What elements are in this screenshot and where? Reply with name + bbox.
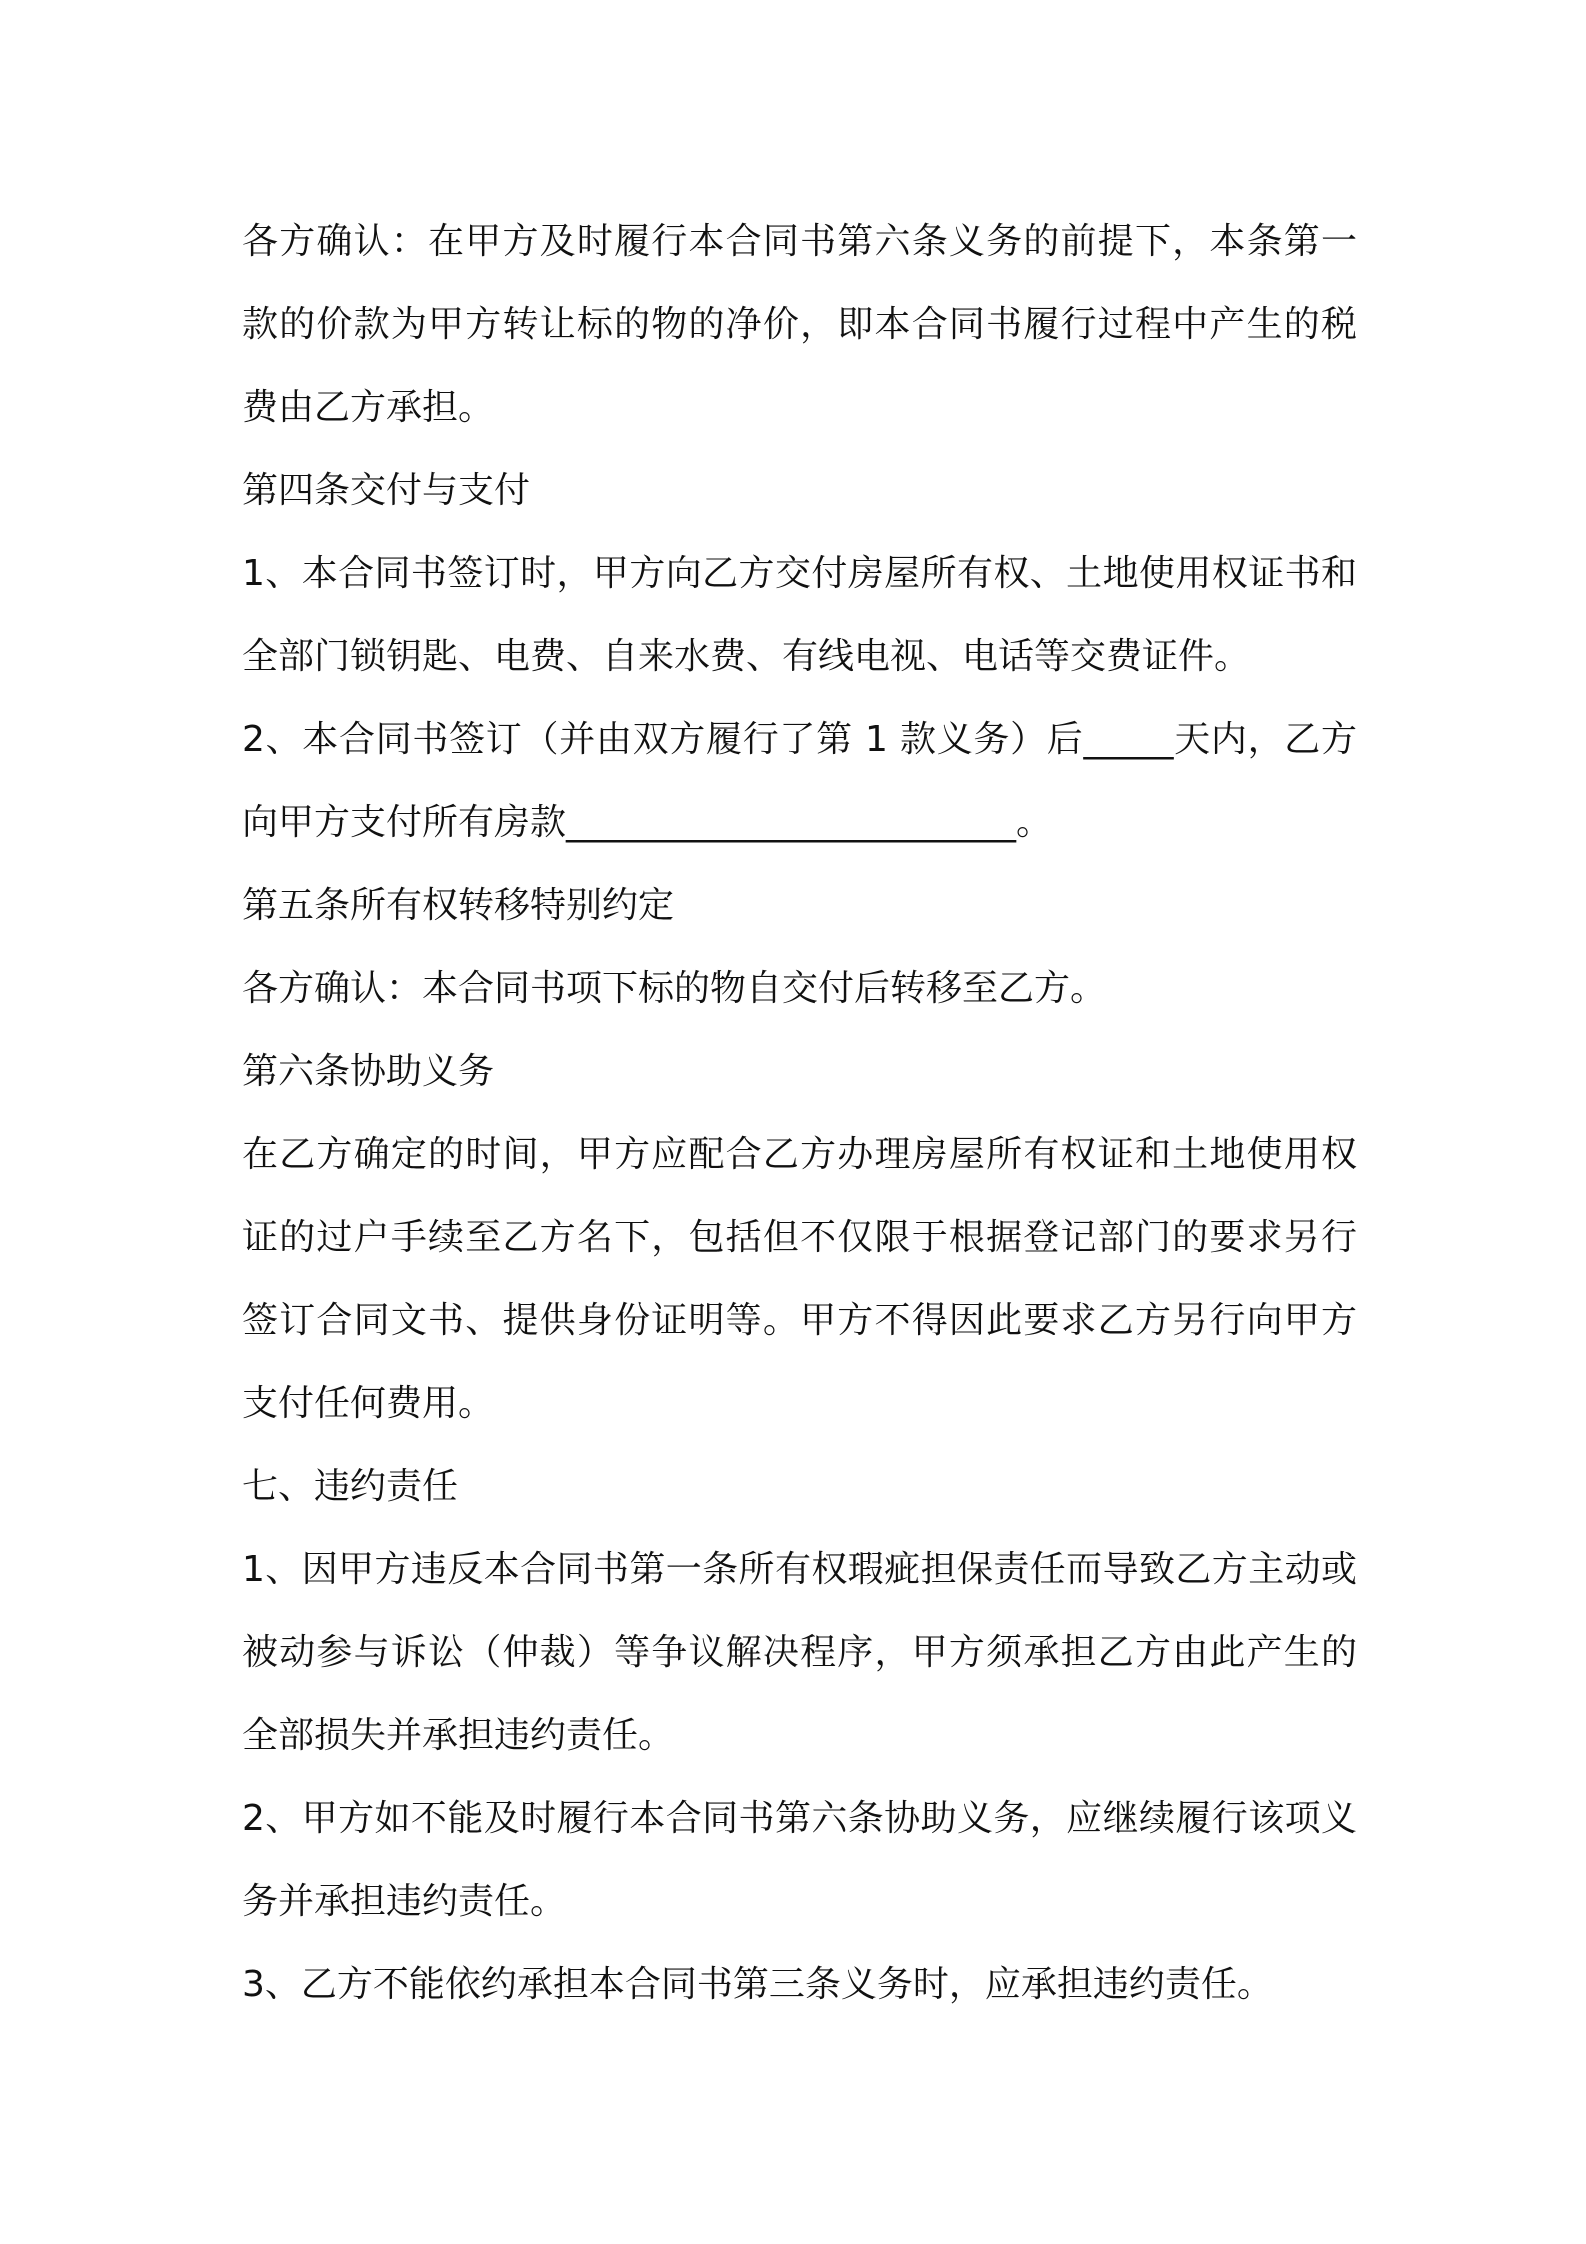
heading-article-4: 第四条交付与支付 — [242, 470, 531, 511]
paragraph-assistance-duty: 在乙方确定的时间，甲方应配合乙方办理房屋所有权证和土地使用权证的过户手续至乙方名下，包括但不仅限于根据登记部门的要求另行签订合同文书、提供身份证明等。甲方不得因此要求乙方另行向甲方支付任何费用。 — [242, 1134, 1357, 1424]
heading-article-6: 第六条协助义务 — [242, 1051, 495, 1092]
paragraph-payment-2: 2、本合同书签订（并由双方履行了第 1 款义务）后_____天内，乙方向甲方支付所有房款_________________________。 — [242, 719, 1357, 843]
paragraph-breach-2: 2、甲方如不能及时履行本合同书第六条协助义务，应继续履行该项义务并承担违约责任。 — [242, 1798, 1357, 1922]
paragraph-delivery-1: 1、本合同书签订时，甲方向乙方交付房屋所有权、土地使用权证书和全部门锁钥匙、电费、自来水费、有线电视、电话等交费证件。 — [242, 553, 1357, 677]
paragraph-ownership-transfer: 各方确认：本合同书项下标的物自交付后转移至乙方。 — [242, 968, 1107, 1009]
paragraph-breach-1: 1、因甲方违反本合同书第一条所有权瑕疵担保责任而导致乙方主动或被动参与诉讼（仲裁）等争议解决程序，甲方须承担乙方由此产生的全部损失并承担违约责任。 — [242, 1549, 1357, 1756]
heading-article-7: 七、违约责任 — [242, 1466, 459, 1507]
heading-article-5: 第五条所有权转移特别约定 — [242, 885, 675, 926]
document-body — [242, 200, 1357, 2026]
paragraph-breach-3: 3、乙方不能依约承担本合同书第三条义务时，应承担违约责任。 — [242, 1964, 1273, 2005]
paragraph-tax-confirmation: 各方确认：在甲方及时履行本合同书第六条义务的前提下，本条第一款的价款为甲方转让标的物的净价，即本合同书履行过程中产生的税费由乙方承担。 — [242, 221, 1357, 428]
